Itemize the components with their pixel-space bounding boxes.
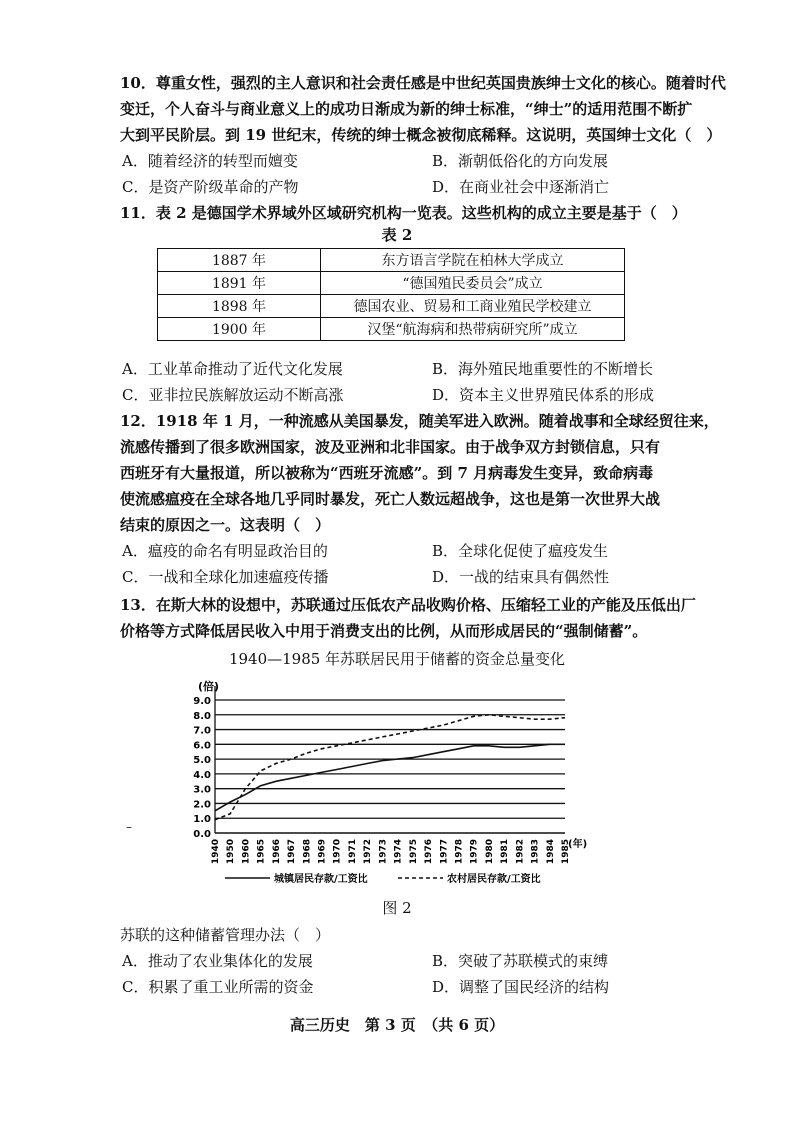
q11-option-d[interactable]: D．资本主义世界殖民体系的形成 xyxy=(432,386,655,404)
q12-option-a[interactable]: A．瘟疫的命名有明显政治目的 xyxy=(122,542,328,560)
q11-option-c[interactable]: C．亚非拉民族解放运动不断高涨 xyxy=(122,386,344,404)
x-tick-label: 1974 xyxy=(393,839,404,865)
x-tick-label: 1960 xyxy=(241,839,252,865)
x-tick-label: 1982 xyxy=(515,839,526,865)
page-footer: 高三历史 第 3 页 （共 6 页） xyxy=(289,1016,505,1034)
q13-line-1: 13．在斯大林的设想中，苏联通过压低农产品收购价格、压缩轻工业的产能及压低出厂 xyxy=(120,596,696,614)
q11-option-a[interactable]: A．工业革命推动了近代文化发展 xyxy=(122,360,343,378)
table-2 xyxy=(157,248,625,341)
x-unit-label: (年) xyxy=(568,839,588,850)
x-tick-label: 1985 xyxy=(561,839,571,865)
q12-line-4: 使流感瘟疫在全球各地几乎同时暴发，死亡人数远超战争，这也是第一次世界大战 xyxy=(120,490,661,508)
q10-line-2: 变迁，个人奋斗与商业意义上的成功日渐成为新的绅士标准，“绅士”的适用范围不断扩 xyxy=(120,100,693,118)
q12-option-d[interactable]: D．一战的结束具有偶然性 xyxy=(432,568,610,586)
table-year: 1887 年 xyxy=(158,249,321,272)
figure-caption: 图 2 xyxy=(382,899,412,917)
table-row xyxy=(158,249,625,272)
x-tick-label: 1984 xyxy=(545,839,556,865)
x-tick-label: 1979 xyxy=(469,839,480,865)
q10-option-c[interactable]: C．是资产阶级革命的产物 xyxy=(122,178,299,196)
q10-line-1: 10．尊重女性，强烈的主人意识和社会责任感是中世纪英国贵族绅士文化的核心。随着时代 xyxy=(120,74,726,92)
legend-label: 城镇居民存款/工资比 xyxy=(274,874,368,885)
q12-options-row-1 xyxy=(120,538,680,564)
x-tick-label: 1967 xyxy=(287,839,298,865)
q12-line-5: 结束的原因之一。这表明（ ） xyxy=(120,516,331,534)
y-unit-label: (倍) xyxy=(198,680,220,693)
x-tick-label: 1976 xyxy=(424,839,435,865)
table-row xyxy=(158,295,625,318)
q11-option-b[interactable]: B．海外殖民地重要性的不断增长 xyxy=(432,360,654,378)
q12-line-1: 12．1918 年 1 月，一种流感从美国暴发，随美军进入欧洲。随着战事和全球经贸往来， xyxy=(120,412,719,430)
series-line-1 xyxy=(215,744,565,811)
table-event: “德国殖民委员会”成立 xyxy=(321,272,625,295)
table-year: 1891 年 xyxy=(158,272,321,295)
q13-option-c[interactable]: C．积累了重工业所需的资金 xyxy=(122,978,314,996)
y-tick-label: 8.0 xyxy=(193,710,211,722)
y-tick-label: 3.0 xyxy=(193,784,211,796)
x-tick-label: 1966 xyxy=(271,839,282,865)
q10-option-d[interactable]: D．在商业社会中逐渐消亡 xyxy=(432,178,610,196)
table-row xyxy=(158,318,625,341)
x-tick-label: 1970 xyxy=(332,839,343,865)
table-caption: 表 2 xyxy=(381,226,413,244)
q13-options-row-1 xyxy=(120,948,680,974)
chart-title: 1940—1985 年苏联居民用于储蓄的资金总量变化 xyxy=(228,650,566,668)
x-tick-label: 1981 xyxy=(500,839,511,865)
q13-option-d[interactable]: D．调整了国民经济的结构 xyxy=(432,978,610,996)
x-tick-label: 1971 xyxy=(347,839,358,865)
y-tick-label: 5.0 xyxy=(193,755,211,767)
legend-label: 农村居民存款/工资比 xyxy=(447,874,541,885)
stray-dash-mark: – xyxy=(126,820,132,834)
q13-options-row-2 xyxy=(120,974,680,1000)
y-tick-label: 1.0 xyxy=(193,814,211,826)
x-tick-label: 1972 xyxy=(363,839,374,865)
table-event: 德国农业、贸易和工商业殖民学校建立 xyxy=(321,295,625,318)
q13-question-line: 苏联的这种储蓄管理办法（ ） xyxy=(120,926,331,944)
y-tick-label: 7.0 xyxy=(193,725,211,737)
q10-option-b[interactable]: B．渐朝低俗化的方向发展 xyxy=(432,152,609,170)
y-tick-label: 9.0 xyxy=(193,696,211,707)
q13-option-b[interactable]: B．突破了苏联模式的束缚 xyxy=(432,952,609,970)
y-tick-label: 0.0 xyxy=(193,829,211,840)
savings-line-chart xyxy=(180,670,610,900)
x-tick-label: 1978 xyxy=(454,839,465,865)
q10-option-a[interactable]: A．随着经济的转型而嬗变 xyxy=(122,152,298,170)
table-event: 汉堡“航海病和热带病研究所”成立 xyxy=(321,318,625,341)
q10-line-3: 大到平民阶层。到 19 世纪末，传统的绅士概念被彻底稀释。这说明，英国绅士文化（ ） xyxy=(120,126,722,144)
x-tick-label: 1973 xyxy=(378,839,389,865)
x-tick-label: 1975 xyxy=(408,839,419,865)
q11-line: 11．表 2 是德国学术界域外区域研究机构一览表。这些机构的成立主要是基于（ ） xyxy=(120,204,687,222)
x-tick-label: 1950 xyxy=(226,839,237,865)
q11-options-row-1 xyxy=(120,356,680,382)
table-year: 1898 年 xyxy=(158,295,321,318)
q10-options-row-2 xyxy=(120,174,680,200)
y-tick-label: 6.0 xyxy=(193,740,211,752)
y-tick-label: 2.0 xyxy=(193,799,211,811)
table-event: 东方语言学院在柏林大学成立 xyxy=(321,249,625,272)
q12-option-c[interactable]: C．一战和全球化加速瘟疫传播 xyxy=(122,568,329,586)
x-tick-label: 1965 xyxy=(256,839,267,865)
q13-option-a[interactable]: A．推动了农业集体化的发展 xyxy=(122,952,313,970)
table-row xyxy=(158,272,625,295)
table-year: 1900 年 xyxy=(158,318,321,341)
x-tick-label: 1980 xyxy=(484,839,495,865)
q12-line-2: 流感传播到了很多欧洲国家，波及亚洲和北非国家。由于战争双方封锁信息，只有 xyxy=(120,438,661,456)
q12-line-3: 西班牙有大量报道，所以被称为“西班牙流感”。到 7 月病毒发生变异，致命病毒 xyxy=(120,464,654,482)
q12-options-row-2 xyxy=(120,564,680,590)
y-tick-label: 4.0 xyxy=(193,769,211,781)
q11-options-row-2 xyxy=(120,382,680,408)
x-tick-label: 1983 xyxy=(530,839,541,865)
x-tick-label: 1968 xyxy=(302,839,313,865)
x-tick-label: 1969 xyxy=(317,839,328,865)
x-tick-label: 1940 xyxy=(211,839,221,865)
x-tick-label: 1977 xyxy=(439,839,450,865)
q12-option-b[interactable]: B．全球化促使了瘟疫发生 xyxy=(432,542,609,560)
q10-options-row-1 xyxy=(120,148,680,174)
q13-line-2: 价格等方式降低居民收入中用于消费支出的比例，从而形成居民的“强制储蓄”。 xyxy=(120,622,648,640)
